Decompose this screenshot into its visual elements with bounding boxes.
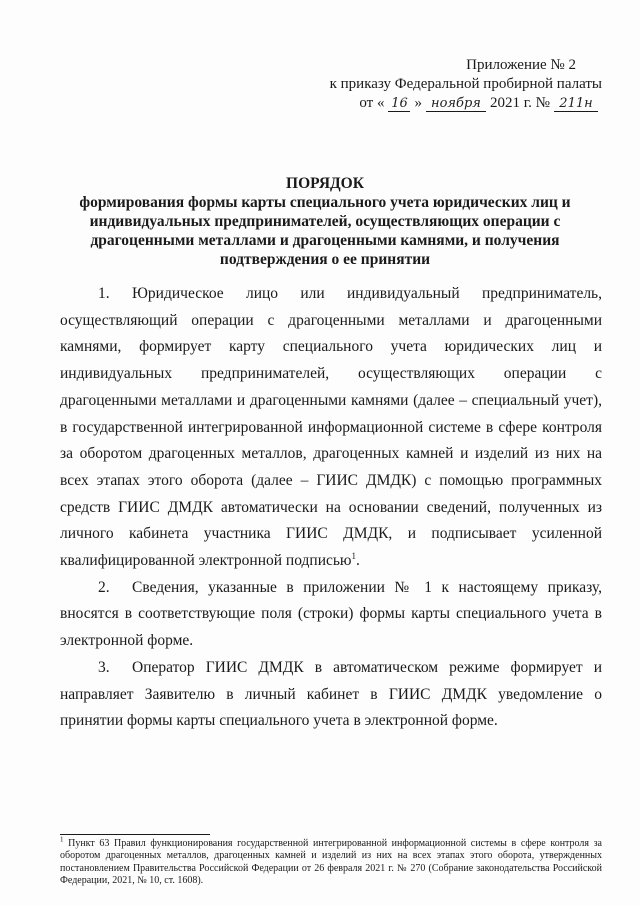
paragraph-tail: . — [356, 552, 360, 570]
paragraph-text: Юридическое лицо или индивидуальный предприниматель, осуществляющий операции с драгоценными металлами и драгоценными камнями, формирует карту специального учета юридических лиц и индивидуальных предпринимателей, осуществляющих операции с драгоценными металлами и драгоценными камнями (далее – специальный учет), в государственной интегрированной информационной системе в сфере контроля за оборотом драгоценных металлов, драгоценных камней и изделий из них на всех этапах этого оборота (далее – ГИИС ДМДК) с помощью программных средств ГИИС ДМДК автоматически на основании сведений, полученных из личного кабинета участника ГИИС ДМДК, и подписывает усиленной квалифицированной электронной подписью — [60, 285, 602, 570]
appendix-number: Приложение № 2 — [466, 57, 576, 73]
appendix-order-reference: к приказу Федеральной пробирной палаты — [329, 76, 602, 92]
paragraph-number: 1. — [98, 285, 110, 302]
date-separator: » — [414, 95, 422, 111]
footnote-text: Пункт 63 Правил функционирования государственной интегрированной информационной системы в сфере контроля за оборотом драгоценных металлов, драгоценных камней и изделий из них на всех этапах этого оборота, утвержденных постановлением Правительства Российской Федерации от 26 февраля 2021 г. № 270 (Собрание законодательства Российской Федерации, 2021, № 10, ст. 1608). — [60, 838, 602, 887]
footnote-mark: 1 — [60, 835, 64, 844]
appendix-date-line — [282, 94, 602, 113]
handwritten-month: ноября — [426, 97, 486, 112]
document-subtitle: формирования формы карты специального учета юридических лиц и индивидуальных предпринимателей, осуществляющих операции с драгоценными металлами и драгоценными камнями, и получения подтверждения о ее принятии — [79, 194, 571, 268]
appendix-header — [282, 56, 602, 113]
date-prefix: от « — [359, 95, 385, 111]
footnote-divider — [60, 834, 210, 835]
paragraph-number: 3. — [98, 658, 110, 676]
document-title: ПОРЯДОК — [286, 175, 364, 192]
footnote — [60, 835, 602, 888]
handwritten-day: 16 — [388, 97, 410, 112]
date-year: 2021 г. № — [489, 95, 550, 111]
handwritten-order-number: 211н — [554, 97, 598, 112]
paragraph-3 — [60, 655, 602, 735]
paragraph-1 — [60, 281, 602, 575]
paragraph-2 — [60, 575, 602, 655]
paragraph-text: Сведения, указанные в приложении № 1 к настоящему приказу, вносятся в соответствующие поля (строки) формы карты специального учета в электронной форме. — [60, 578, 602, 650]
paragraph-text: Оператор ГИИС ДМДК в автоматическом режиме формирует и направляет Заявителю в личный кабинет в ГИИС ДМДК уведомление о принятии формы карты специального учета в электронной форме. — [60, 658, 602, 730]
footnote-reference[interactable]: 1 — [351, 550, 357, 561]
paragraph-number: 2. — [98, 578, 110, 596]
document-body — [60, 281, 602, 735]
